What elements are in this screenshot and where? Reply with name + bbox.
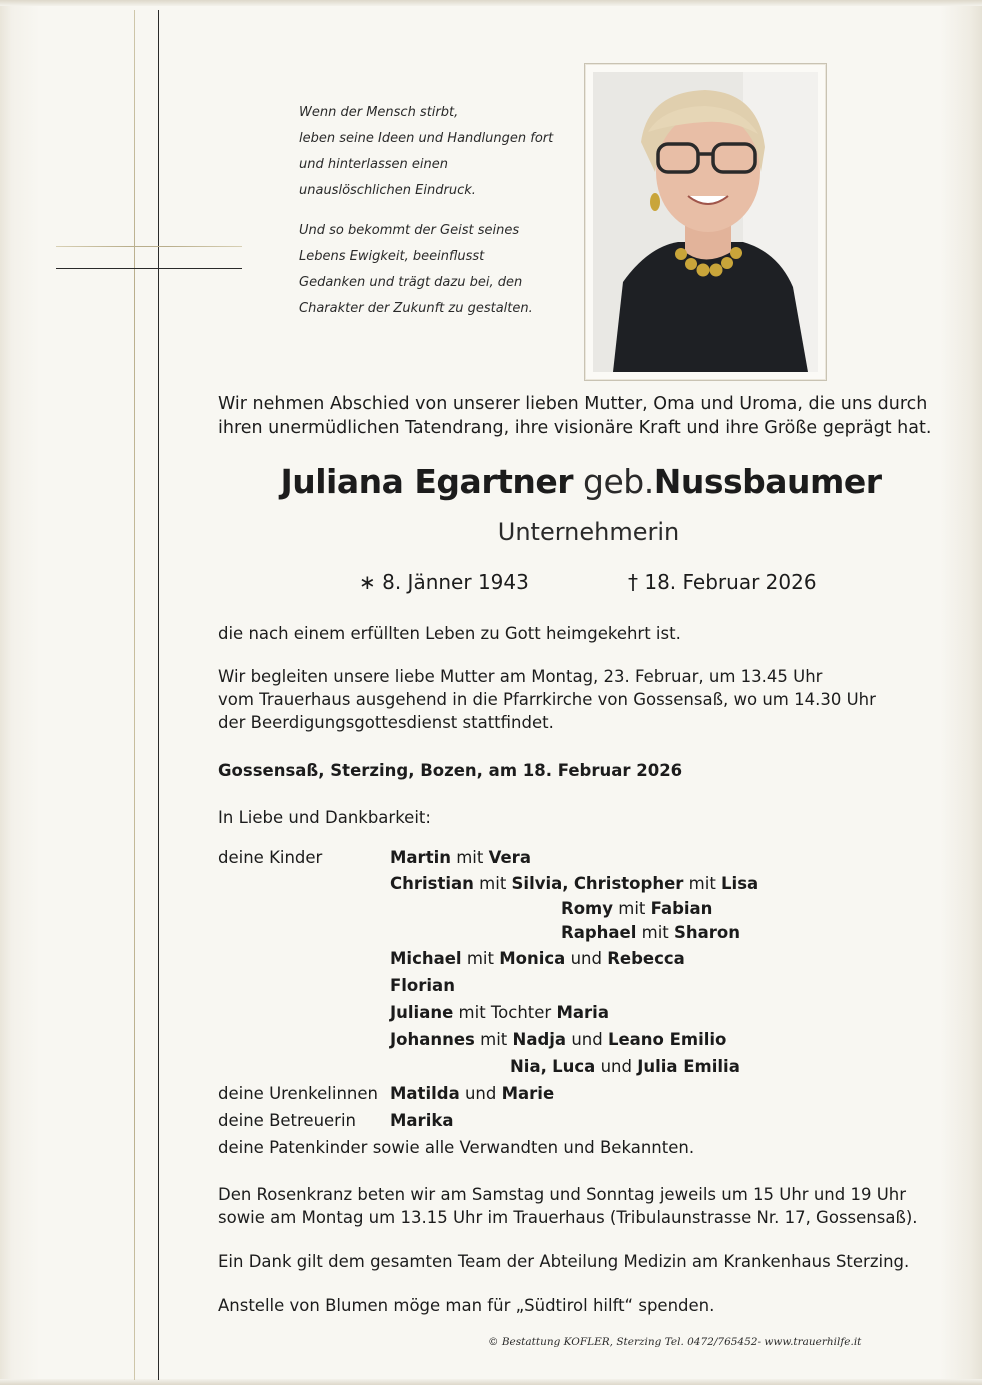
place-and-date: Gossensaß, Sterzing, Bozen, am 18. Februar 2026 <box>218 761 683 780</box>
deceased-name-main: Juliana Egartner <box>280 462 574 501</box>
profession: Unternehmerin <box>497 518 680 546</box>
death-date: † 18. Februar 2026 <box>628 570 817 594</box>
quote-stanza-2: Und so bekommt der Geist seines Lebens Ewigkeit, beeinflusst Gedanken und trägt dazu bei, den Charakter der Zukunft zu gestalten. <box>299 223 533 316</box>
cross-horizontal-bar <box>56 246 242 276</box>
family-row: Romy mit Fabian <box>561 899 713 918</box>
children-label: deine Kinder <box>218 848 323 867</box>
page-frame-top <box>0 0 982 6</box>
family-row: Florian <box>390 976 455 995</box>
family-row: Michael mit Monica und Rebecca <box>390 949 685 968</box>
flowers-note: Anstelle von Blumen möge man für „Südtirol hilft“ spenden. <box>218 1296 715 1315</box>
caregiver-label: deine Betreuerin <box>218 1111 357 1130</box>
birth-date: ∗ 8. Jänner 1943 <box>359 570 529 594</box>
portrait-photo <box>593 72 818 372</box>
family-row: Raphael mit Sharon <box>561 923 741 942</box>
family-row: Marika <box>390 1111 454 1130</box>
family-row: Matilda und Marie <box>390 1084 555 1103</box>
family-closing: deine Patenkinder sowie alle Verwandten und Bekannten. <box>218 1138 695 1157</box>
thanks-text: Ein Dank gilt dem gesamten Team der Abteilung Medizin am Krankenhaus Sterzing. <box>218 1252 910 1271</box>
quote-stanza-1: Wenn der Mensch stirbt, leben seine Ideen und Handlungen fort und hinterlassen einen unauslöschlichen Eindruck. <box>299 105 554 198</box>
family-row: Christian mit Silvia, Christopher mit Lisa <box>390 874 759 893</box>
in-love-line: In Liebe und Dankbarkeit: <box>218 808 431 827</box>
maiden-name: Nussbaumer <box>653 462 882 501</box>
memorial-quote <box>299 100 569 322</box>
cross-vertical-bar <box>134 10 160 1380</box>
rosary-info: Den Rosenkranz beten wir am Samstag und Sonntag jeweils um 15 Uhr und 19 Uhr sowie am Montag um 13.15 Uhr im Trauerhaus (Tribulaunstrasse Nr. 17, Gossensaß). <box>218 1185 918 1227</box>
family-row: Nia, Luca und Julia Emilia <box>510 1057 740 1076</box>
family-row: Martin mit Vera <box>390 848 531 867</box>
deceased-name <box>0 462 982 501</box>
great-grandchildren-label: deine Urenkelinnen <box>218 1084 378 1103</box>
family-row: Juliane mit Tochter Maria <box>390 1003 609 1022</box>
funeral-home-footer: © Bestattung KOFLER, Sterzing Tel. 0472/765452- www.trauerhilfe.it <box>488 1336 862 1348</box>
funeral-info: Wir begleiten unsere liebe Mutter am Montag, 23. Februar, um 13.45 Uhr vom Trauerhaus ausgehend in die Pfarrkirche von Gossensaß, wo um 14.30 Uhr der Beerdigungsgottesdienst stattfindet. <box>218 667 876 732</box>
family-row: Johannes mit Nadja und Leano Emilio <box>390 1030 727 1049</box>
intro-text: Wir nehmen Abschied von unserer lieben Mutter, Oma und Uroma, die uns durch ihren unermüdlichen Tatendrang, ihre visionäre Kraft und ihre Größe geprägt hat. <box>218 394 932 438</box>
born-abbrev: geb. <box>583 462 654 501</box>
passing-text: die nach einem erfüllten Leben zu Gott heimgekehrt ist. <box>218 624 681 643</box>
portrait-frame <box>584 63 827 381</box>
